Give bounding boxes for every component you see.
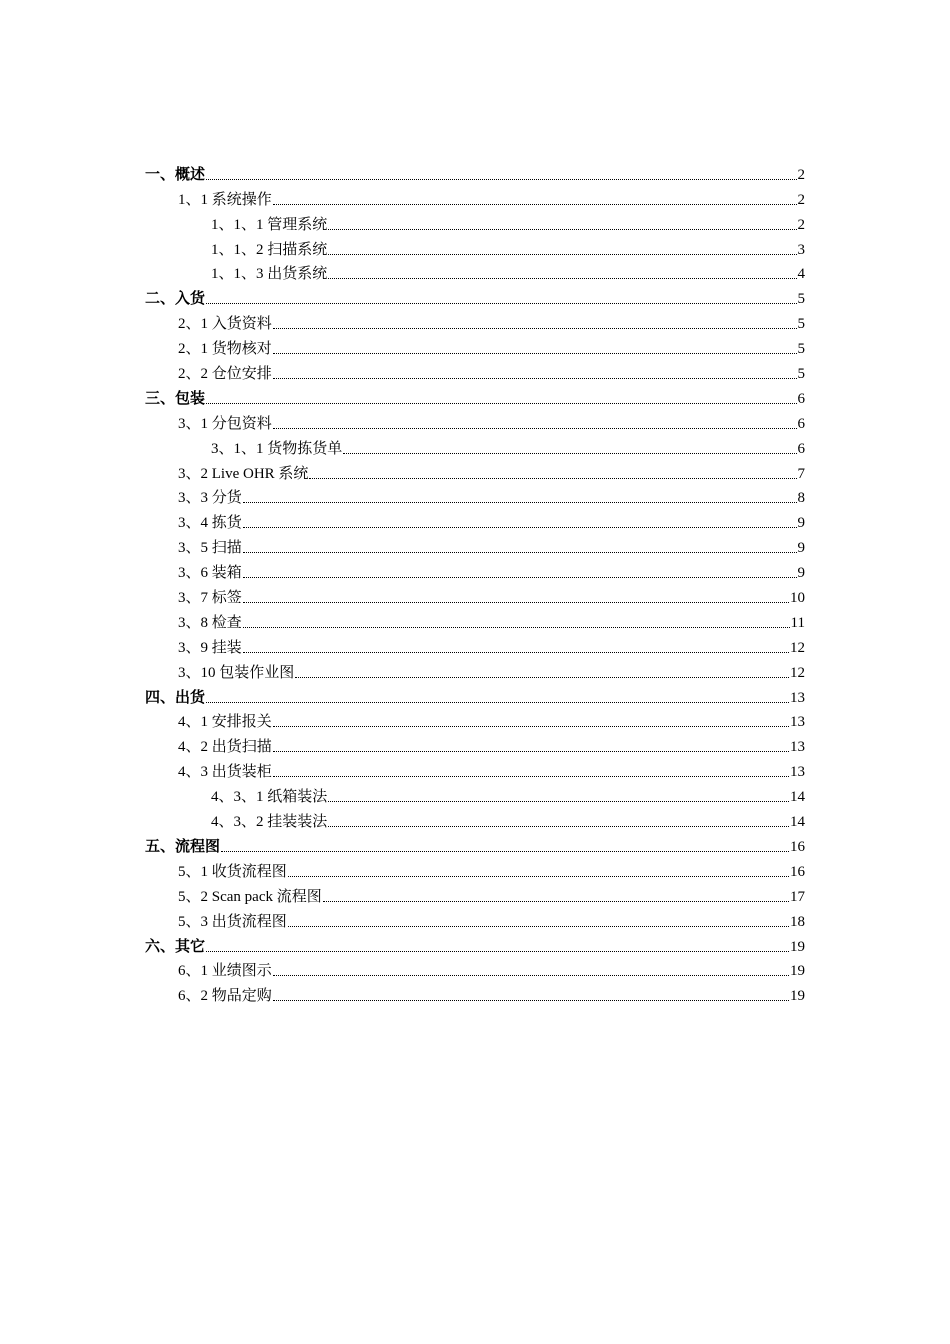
toc-entry-title: 5、3 出货流程图 — [178, 913, 287, 930]
dot-leader — [206, 702, 789, 703]
dot-leader — [343, 453, 796, 454]
toc-entry-level-2[interactable] — [0, 856, 950, 881]
toc-entry-title: 5、2 Scan pack 流程图 — [178, 888, 322, 905]
toc-entry-page-number: 12 — [790, 664, 805, 681]
toc-entry-page-number: 5 — [797, 366, 805, 383]
toc-entry-level-1[interactable] — [0, 283, 950, 308]
toc-entry-page-number: 12 — [790, 639, 805, 656]
toc-entry-level-1[interactable] — [0, 831, 950, 856]
dot-leader — [273, 428, 797, 429]
toc-entry-level-2[interactable] — [0, 956, 950, 981]
toc-entry-title: 5、1 收货流程图 — [178, 863, 287, 880]
toc-entry-level-2[interactable] — [0, 906, 950, 931]
toc-entry-page-number: 8 — [797, 490, 805, 507]
toc-entry-level-2[interactable] — [0, 358, 950, 383]
dot-leader — [273, 751, 789, 752]
toc-entry-level-3[interactable] — [0, 781, 950, 806]
toc-entry-level-2[interactable] — [0, 881, 950, 906]
toc-entry-page-number: 13 — [790, 764, 805, 781]
dot-leader — [273, 204, 797, 205]
toc-entry-page-number: 13 — [790, 689, 805, 706]
toc-entry-title: 四、出货 — [145, 689, 206, 706]
toc-entry-title: 1、1、2 扫描系统 — [211, 241, 328, 258]
dot-leader — [243, 502, 797, 503]
toc-entry-title: 五、流程图 — [145, 838, 221, 855]
toc-entry-title: 3、9 挂装 — [178, 639, 242, 656]
dot-leader — [309, 478, 796, 479]
toc-entry-page-number: 16 — [790, 863, 805, 880]
toc-entry-level-2[interactable] — [0, 607, 950, 632]
toc-entry-title: 3、1 分包资料 — [178, 415, 272, 432]
dot-leader — [328, 278, 796, 279]
toc-entry-page-number: 2 — [797, 216, 805, 233]
toc-entry-page-number: 17 — [790, 888, 805, 905]
toc-entry-page-number: 6 — [797, 390, 805, 407]
toc-entry-title: 6、1 业绩图示 — [178, 963, 272, 980]
toc-entry-page-number: 5 — [797, 291, 805, 308]
toc-entry-page-number: 13 — [790, 714, 805, 731]
toc-entry-title: 3、10 包装作业图 — [178, 664, 295, 681]
toc-entry-level-2[interactable] — [0, 507, 950, 532]
dot-leader — [243, 552, 797, 553]
dot-leader — [273, 353, 797, 354]
dot-leader — [206, 179, 796, 180]
dot-leader — [206, 303, 796, 304]
toc-entry-level-2[interactable] — [0, 408, 950, 433]
dot-leader — [288, 926, 789, 927]
toc-entry-level-1[interactable] — [0, 383, 950, 408]
toc-entry-level-2[interactable] — [0, 458, 950, 483]
dot-leader — [243, 577, 797, 578]
dot-leader — [288, 876, 789, 877]
toc-entry-title: 三、包装 — [145, 390, 206, 407]
toc-entry-level-2[interactable] — [0, 184, 950, 209]
toc-entry-page-number: 10 — [790, 590, 805, 607]
dot-leader — [273, 726, 789, 727]
toc-entry-page-number: 4 — [797, 266, 805, 283]
toc-entry-page-number: 19 — [790, 988, 805, 1005]
toc-entry-level-2[interactable] — [0, 756, 950, 781]
dot-leader — [328, 254, 796, 255]
toc-entry-level-2[interactable] — [0, 582, 950, 607]
toc-entry-title: 1、1、1 管理系统 — [211, 216, 328, 233]
dot-leader — [273, 1000, 789, 1001]
toc-entry-level-3[interactable] — [0, 806, 950, 831]
toc-entry-level-1[interactable] — [0, 931, 950, 956]
toc-entry-page-number: 3 — [797, 241, 805, 258]
dot-leader — [243, 627, 790, 628]
toc-entry-title: 2、1 货物核对 — [178, 341, 272, 358]
dot-leader — [273, 975, 789, 976]
toc-entry-title: 4、3 出货装柜 — [178, 764, 272, 781]
toc-entry-page-number: 13 — [790, 739, 805, 756]
toc-entry-level-3[interactable] — [0, 234, 950, 259]
toc-entry-page-number: 19 — [790, 938, 805, 955]
dot-leader — [323, 901, 789, 902]
dot-leader — [206, 403, 796, 404]
toc-entry-title: 3、1、1 货物拣货单 — [211, 440, 343, 457]
toc-entry-title: 3、5 扫描 — [178, 540, 242, 557]
toc-entry-title: 4、3、2 挂装装法 — [211, 814, 328, 831]
toc-entry-title: 3、7 标签 — [178, 590, 242, 607]
dot-leader — [273, 378, 797, 379]
dot-leader — [243, 527, 797, 528]
dot-leader — [328, 801, 789, 802]
toc-entry-level-2[interactable] — [0, 980, 950, 1005]
toc-entry-title: 2、2 仓位安排 — [178, 366, 272, 383]
toc-entry-page-number: 2 — [797, 166, 805, 183]
toc-entry-page-number: 11 — [790, 614, 805, 631]
toc-entry-level-2[interactable] — [0, 333, 950, 358]
toc-entry-page-number: 19 — [790, 963, 805, 980]
toc-entry-level-2[interactable] — [0, 557, 950, 582]
toc-entry-level-3[interactable] — [0, 433, 950, 458]
dot-leader — [243, 602, 789, 603]
dot-leader — [328, 229, 796, 230]
dot-leader — [295, 677, 789, 678]
toc-entry-level-1[interactable] — [0, 159, 950, 184]
toc-entry-level-2[interactable] — [0, 707, 950, 732]
toc-entry-title: 2、1 入货资料 — [178, 316, 272, 333]
toc-entry-title: 6、2 物品定购 — [178, 988, 272, 1005]
toc-entry-title: 1、1 系统操作 — [178, 191, 272, 208]
toc-entry-title: 3、6 装箱 — [178, 565, 242, 582]
toc-entry-level-2[interactable] — [0, 308, 950, 333]
toc-entry-page-number: 5 — [797, 316, 805, 333]
dot-leader — [221, 851, 789, 852]
toc-entry-page-number: 7 — [797, 465, 805, 482]
toc-entry-page-number: 5 — [797, 341, 805, 358]
toc-entry-title: 4、1 安排报关 — [178, 714, 272, 731]
toc-entry-page-number: 2 — [797, 191, 805, 208]
toc-entry-title: 3、3 分货 — [178, 490, 242, 507]
toc-entry-page-number: 9 — [797, 565, 805, 582]
toc-entry-title: 4、2 出货扫描 — [178, 739, 272, 756]
dot-leader — [243, 652, 789, 653]
toc-entry-title: 4、3、1 纸箱装法 — [211, 789, 328, 806]
toc-entry-level-1[interactable] — [0, 682, 950, 707]
toc-entry-title: 3、8 检查 — [178, 614, 242, 631]
toc-entry-page-number: 14 — [790, 814, 805, 831]
toc-entry-page-number: 18 — [790, 913, 805, 930]
toc-entry-level-3[interactable] — [0, 259, 950, 284]
toc-entry-level-2[interactable] — [0, 731, 950, 756]
toc-entry-level-2[interactable] — [0, 483, 950, 508]
toc-entry-page-number: 14 — [790, 789, 805, 806]
toc-entry-page-number: 9 — [797, 540, 805, 557]
toc-entry-page-number: 6 — [797, 415, 805, 432]
toc-entry-page-number: 16 — [790, 838, 805, 855]
toc-entry-page-number: 9 — [797, 515, 805, 532]
table-of-contents — [0, 159, 950, 1005]
toc-entry-level-2[interactable] — [0, 632, 950, 657]
toc-entry-title: 二、入货 — [145, 291, 206, 308]
dot-leader — [273, 328, 797, 329]
toc-entry-title: 3、4 拣货 — [178, 515, 242, 532]
dot-leader — [328, 826, 789, 827]
toc-entry-level-3[interactable] — [0, 209, 950, 234]
toc-entry-level-2[interactable] — [0, 532, 950, 557]
toc-entry-level-2[interactable] — [0, 657, 950, 682]
toc-entry-title: 一、概述 — [145, 166, 206, 183]
dot-leader — [206, 951, 789, 952]
toc-entry-title: 六、其它 — [145, 938, 206, 955]
toc-entry-page-number: 6 — [797, 440, 805, 457]
toc-entry-title: 1、1、3 出货系统 — [211, 266, 328, 283]
toc-entry-title: 3、2 Live OHR 系统 — [178, 465, 309, 482]
dot-leader — [273, 776, 789, 777]
